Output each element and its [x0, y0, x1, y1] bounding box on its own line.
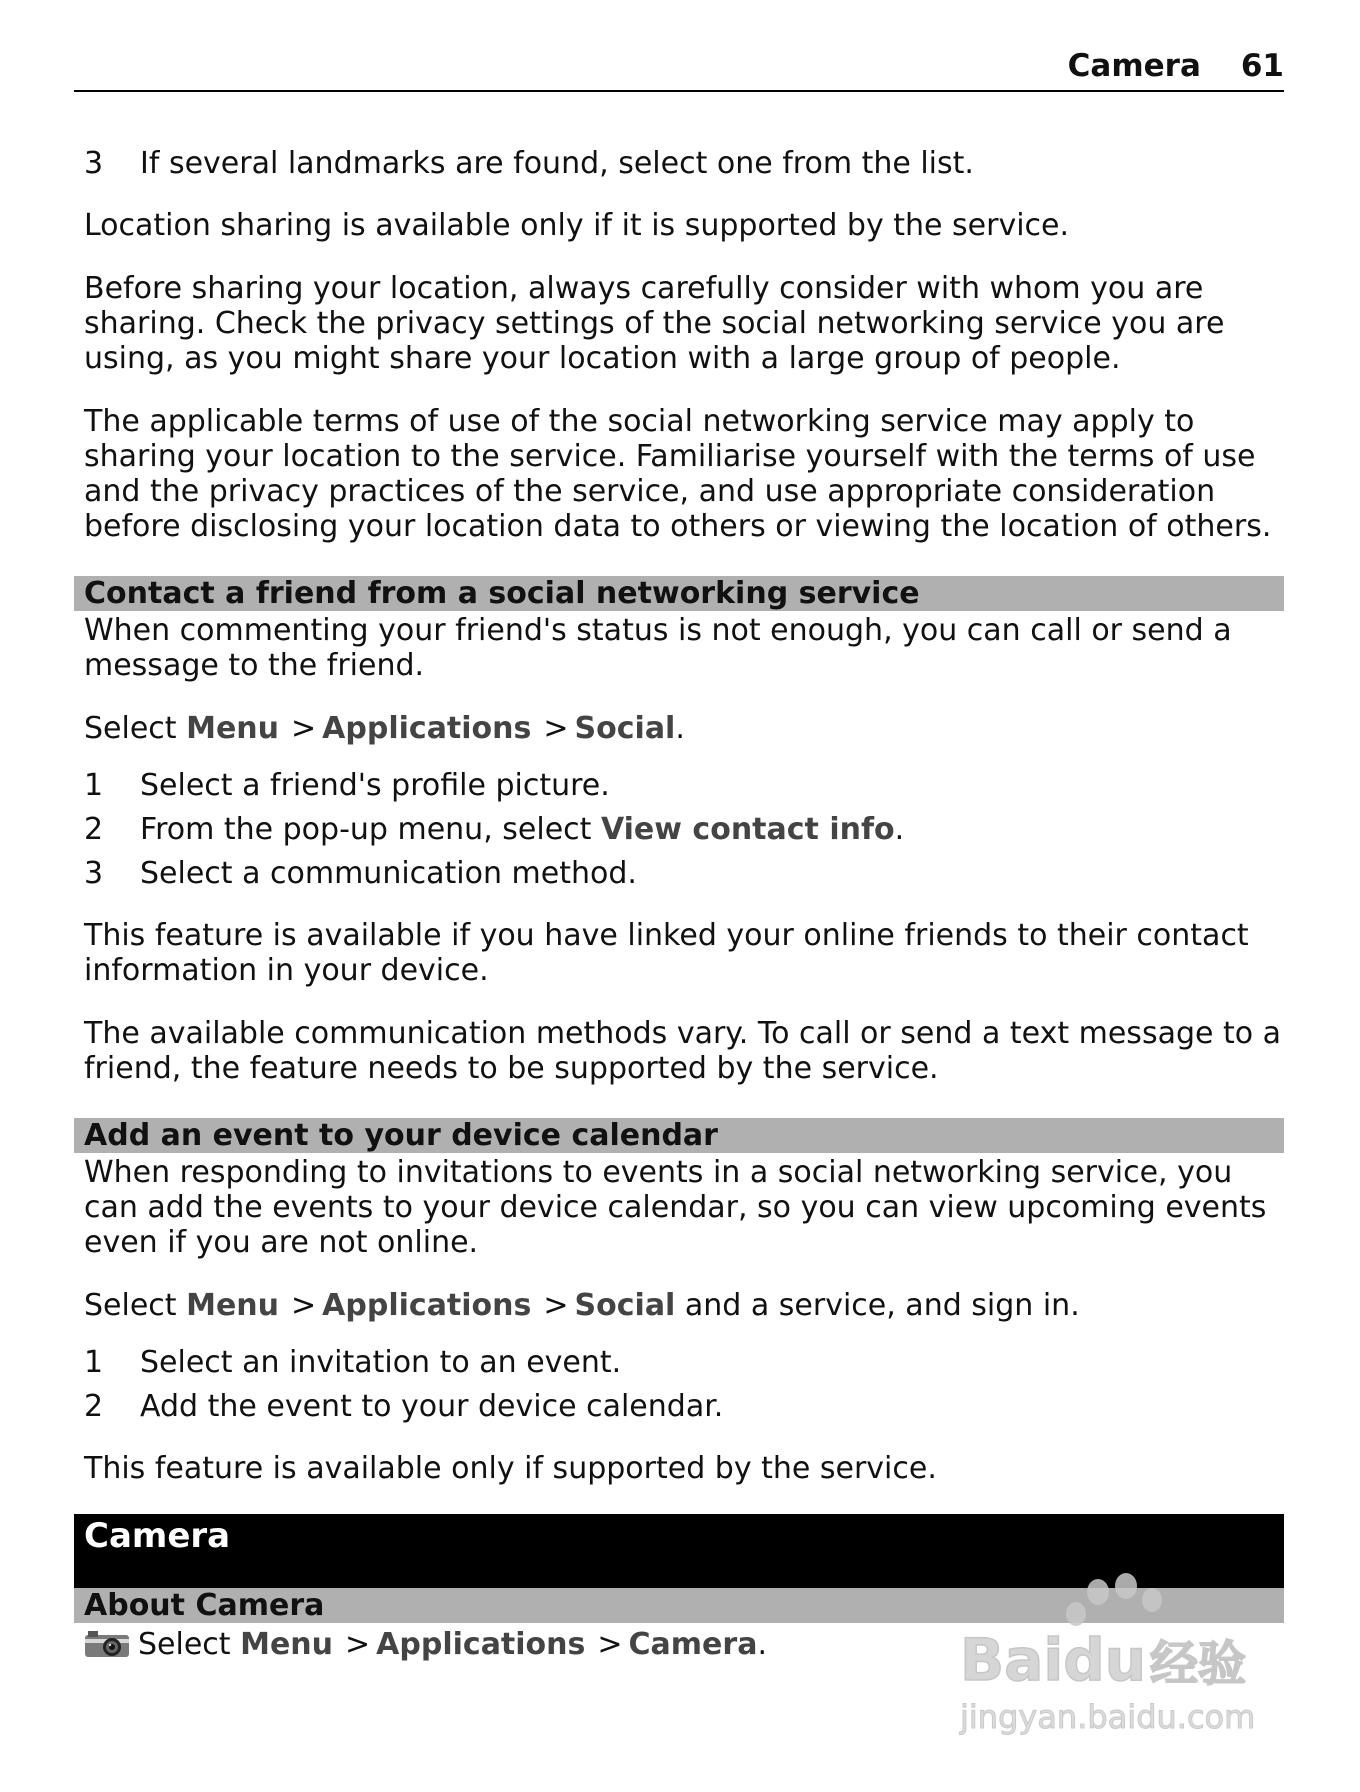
menu-path: Select Menu > Applications > Social. — [84, 711, 685, 746]
paragraph: This feature is available if you have linked your online friends to their contact information in your device. — [84, 918, 1249, 988]
list-item — [84, 142, 1284, 186]
step-number: 2 — [84, 1389, 104, 1424]
paragraph: The available communication methods vary. To call or send a text message to a friend, the feature needs to be supported by the service. — [84, 1016, 1282, 1086]
paragraph: Location sharing is available only if it is supported by the service. — [84, 208, 1070, 243]
watermark-brand: Baidu — [960, 1626, 1147, 1694]
step-text: Select a friend's profile picture. — [140, 768, 610, 803]
menu-item: Social — [574, 1288, 676, 1323]
paragraph: Before sharing your location, always carefully consider with whom you are sharing. Check the privacy settings of the social networking service you are using, as you might share your location with a large group of people. — [84, 271, 1225, 376]
step-number: 1 — [84, 768, 104, 803]
step-number: 1 — [84, 1345, 104, 1380]
step-text: Add the event to your device calendar. — [140, 1389, 724, 1424]
step-number: 3 — [84, 146, 104, 181]
section-intro: When commenting your friend's status is not enough, you can call or send a message to the friend. — [84, 613, 1232, 683]
step-text: Select an invitation to an event. — [140, 1345, 622, 1380]
paragraph: This feature is available only if supported by the service. — [84, 1451, 937, 1486]
path-separator: > — [345, 1627, 371, 1662]
section-heading: About Camera — [74, 1588, 1284, 1623]
event-steps — [84, 1341, 1284, 1429]
page-number: 61 — [1240, 48, 1284, 84]
step-text: Select a communication method. — [140, 856, 637, 891]
menu-item: Applications — [322, 711, 532, 746]
contact-steps — [84, 764, 1284, 896]
step-number: 2 — [84, 812, 104, 847]
watermark-url: jingyan.baidu.com — [960, 1698, 1256, 1736]
menu-item: Social — [574, 711, 676, 746]
path-separator: > — [597, 1627, 623, 1662]
camera-icon — [84, 1629, 130, 1659]
menu-item: View contact info — [600, 812, 895, 847]
chapter-heading: Camera — [74, 1514, 1284, 1588]
step-text: If several landmarks are found, select one from the list. — [140, 146, 974, 181]
list-item: 2 From the pop-up menu, select View contact info. — [84, 808, 1284, 852]
list-item — [84, 1385, 1284, 1429]
menu-item: Menu — [186, 1288, 280, 1323]
list-item — [84, 852, 1284, 896]
baidu-paw-icon — [950, 1570, 1270, 1740]
menu-item: Camera — [628, 1627, 758, 1662]
section-heading: Add an event to your device calendar — [74, 1118, 1284, 1153]
step-text: From the pop-up menu, select — [140, 812, 601, 847]
section-heading: Contact a friend from a social networking service — [74, 576, 1284, 611]
step-number: 3 — [84, 856, 104, 891]
intro-step-list — [84, 142, 1284, 186]
menu-path: Select Menu > Applications > Camera. — [84, 1627, 1284, 1662]
path-separator: > — [291, 1288, 317, 1323]
header-section-title: Camera — [1067, 48, 1201, 84]
menu-path: Select Menu > Applications > Social and a service, and sign in. — [84, 1288, 1080, 1323]
path-separator: > — [543, 711, 569, 746]
path-separator: > — [543, 1288, 569, 1323]
running-head — [74, 46, 1284, 92]
menu-item: Menu — [186, 711, 280, 746]
menu-item: Menu — [240, 1627, 334, 1662]
list-item — [84, 1341, 1284, 1385]
watermark-cn: 经验 — [1150, 1636, 1247, 1692]
list-item — [84, 764, 1284, 808]
menu-item: Applications — [322, 1288, 532, 1323]
watermark — [950, 1570, 1270, 1740]
path-separator: > — [291, 711, 317, 746]
content — [84, 142, 1284, 1662]
menu-item: Applications — [376, 1627, 586, 1662]
paragraph: The applicable terms of use of the social networking service may apply to sharing your location to the service. Familiarise yourself with the terms of use and the privacy practices of the service, and use appropriate consideration before disclosing your location data to others or viewing the location of others. — [84, 404, 1272, 544]
section-intro: When responding to invitations to events in a social networking service, you can add the events to your device calendar, so you can view upcoming events even if you are not online. — [84, 1155, 1267, 1260]
